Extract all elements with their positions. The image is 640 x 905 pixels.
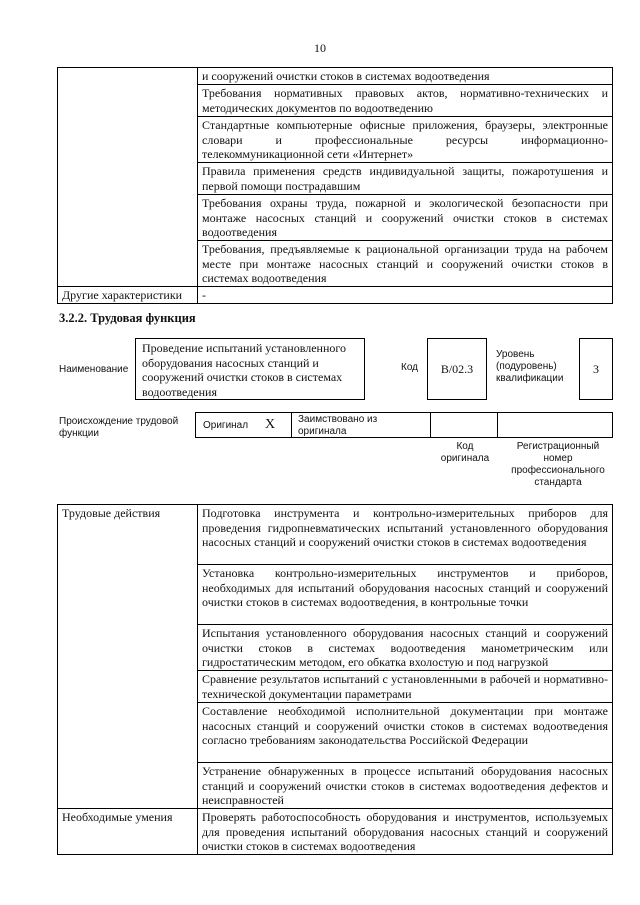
name-label: Наименование <box>59 364 129 375</box>
table-cell: Стандартные компьютерные офисные приложения, браузеры, электронные словари и профессиональные ресурсы информационно-телекоммуникационной сети «Интернет» <box>198 117 613 163</box>
group-label: Трудовые действия <box>58 505 198 809</box>
table-cell: Испытания установленного оборудования насосных станций и сооружений очистки стоков в системах водоотведения манометрическим или гидростатическим методом, его обкатка вхолостую и под нагрузкой <box>198 625 613 671</box>
origin-label: Происхождение трудовой функции <box>59 416 179 439</box>
table-row <box>58 505 613 565</box>
table-cell: и сооружений очистки стоков в системах водоотведения <box>198 68 613 85</box>
group-label: Необходимые умения <box>58 809 198 855</box>
table-row <box>58 809 613 855</box>
code-label: Код <box>401 362 419 373</box>
registration-caption: Регистрационный номер профессионального стандарта <box>511 441 605 488</box>
table-cell: Проверять работоспособность оборудования и инструментов, используемых для проведения испытаний оборудования насосных станций и сооружений очистки стоков в системах водоотведения <box>198 809 613 855</box>
code-caption: Код оригинала <box>440 441 490 464</box>
original-mark: X <box>265 417 276 432</box>
function-name: Проведение испытаний установленного оборудования насосных станций и сооружений очистки стоков в системах водоотведения <box>142 341 346 399</box>
divider <box>497 412 498 438</box>
borrowed-label: Заимствовано из оригинала <box>298 414 378 437</box>
section-title: 3.2.2. Трудовая функция <box>59 311 196 325</box>
row-label <box>58 68 198 287</box>
table-cell: Составление необходимой исполнительной документации при монтаже насосных станций и сооружений очистки стоков в системах водоотведения согласно требованиям законодательства Российской Федерации <box>198 703 613 763</box>
code-box <box>427 338 487 400</box>
table-cell: Подготовка инструмента и контрольно-измерительных приборов для проведения гидропневматических испытаний установленного оборудования насосных станций и сооружений очистки стоков в системах водоотведения <box>198 505 613 565</box>
page-number: 10 <box>314 41 326 55</box>
table-cell: Сравнение результатов испытаний с установленными в рабочей и нормативно-технической документации параметрами <box>198 671 613 703</box>
other-characteristics-value: - <box>198 287 613 304</box>
table-cell: Устранение обнаруженных в процессе испытаний оборудования насосных станций и сооружений очистки стоков в системах водоотведения дефектов и неисправностей <box>198 763 613 809</box>
level-box <box>579 338 613 400</box>
knowledge-continuation-table <box>57 67 613 304</box>
name-box <box>135 338 365 400</box>
table-cell: Требования охраны труда, пожарной и экологической безопасности при монтаже насосных станций и сооружений очистки стоков в системах водоотведения <box>198 195 613 241</box>
table-row <box>58 68 613 85</box>
original-cell <box>195 412 292 438</box>
function-code: В/02.3 <box>440 362 474 376</box>
table-cell: Установка контрольно-измерительных инструментов и приборов, необходимых для испытаний оборудования насосных станций и сооружений очистки стоков в системах водоотведения, в контрольные точки <box>198 565 613 625</box>
original-label: Оригинал <box>203 420 249 431</box>
table-cell: Требования, предъявляемые к рациональной организации труда на рабочем месте при монтаже насосных станций и сооружений очистки стоков в системах водоотведения <box>198 241 613 287</box>
level-label: Уровень (подуровень) квалификации <box>496 349 564 384</box>
divider <box>430 412 431 438</box>
labor-function-table <box>57 504 613 855</box>
table-cell: Требования нормативных правовых актов, нормативно-технических и методических документов по водоотведению <box>198 85 613 117</box>
table-cell: Правила применения средств индивидуальной защиты, пожаротушения и первой помощи пострадавшим <box>198 163 613 195</box>
qualification-level: 3 <box>593 362 599 376</box>
other-characteristics-label: Другие характеристики <box>58 287 198 304</box>
table-row <box>58 287 613 304</box>
